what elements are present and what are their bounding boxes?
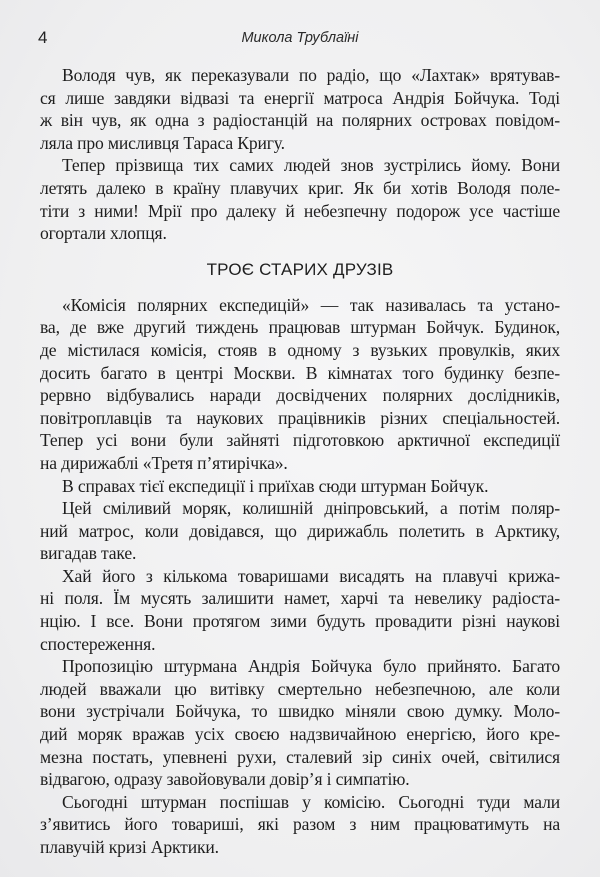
text-line: з’явитись його товариші, які разом з ним працюватимуть на	[40, 814, 560, 835]
text-line: Цей сміливий моряк, колишній дніпровський, а потім поляр-	[62, 498, 560, 519]
running-title: Микола Трублаїні	[241, 30, 359, 46]
text-line: ний матрос, коли довідався, що дирижабль полетить в Арктику,	[40, 520, 560, 541]
text-line: «Комісія полярних експедицій» — так називалась та устано-	[62, 294, 560, 315]
text-line: тіти з ними! Мрії про далеку й небезпечну подорож усе частіше	[40, 200, 560, 221]
text-line: вигадав таке.	[40, 543, 137, 564]
page-body	[40, 64, 560, 859]
text-line: Пропозицію штурмана Андрія Бойчука було прийнято. Багато	[62, 656, 560, 677]
text-line: відвагою, одразу завойовували довір’я і симпатію.	[40, 769, 410, 790]
text-line: рервно відбувались наради досвідчених полярних дослідників,	[40, 385, 560, 406]
text-line: Володя чув, як переказували по радіо, що «Лахтак» врятував-	[62, 65, 560, 85]
text-line: огортали хлопця.	[40, 223, 167, 244]
text-line: де містилася комісія, стояв в одному з вузьких провулків, яких	[40, 339, 560, 360]
text-line: летять далеко в країну плавучих криг. Як би хотів Володя поле-	[40, 177, 560, 198]
paragraph	[40, 64, 560, 154]
text-line: повітроплавців та наукових працівників різних спеціальностей.	[40, 407, 560, 428]
text-line: В справах тієї експедиції і приїхав сюди штурман Бойчук.	[62, 475, 489, 496]
text-line: Сьогодні штурман поспішав у комісію. Сьогодні туди мали	[62, 791, 560, 812]
page-header	[38, 28, 562, 50]
text-line: ляла про мисливця Тараса Кригу.	[40, 132, 285, 153]
page-number: 4	[38, 28, 48, 47]
text-line: мезна постать, упевнені рухи, сталевий зір синіх очей, світилися	[40, 746, 560, 767]
text-line: нцію. І все. Вони протягом зими будуть провадити різні наукові	[40, 611, 560, 632]
text-line: Тепер усі вони були зайняті підготовкою арктичної експедиції	[40, 430, 560, 451]
paragraph	[40, 791, 560, 859]
text-line: ні поля. Їм мусять залишити намет, харчі та невелику радіоста-	[40, 588, 560, 609]
paragraph	[40, 497, 560, 565]
text-line: Тепер прізвища тих самих людей знов зустрілись йому. Вони	[62, 155, 560, 176]
section-heading: ТРОЄ СТАРИХ ДРУЗІВ	[206, 259, 394, 279]
text-line: ва, де вже другий тиждень працював штурман Бойчук. Будинок,	[40, 317, 560, 338]
paragraph	[40, 475, 560, 498]
text-before-heading	[40, 64, 560, 245]
paragraph	[40, 294, 560, 475]
text-line: вони зустрічали Бойчука, то швидко міняли свою думку. Моло-	[40, 701, 560, 722]
text-line: плавучій кризі Арктики.	[40, 837, 219, 857]
paragraph	[40, 565, 560, 655]
text-line: спостереження.	[40, 633, 156, 654]
text-line: ж він чув, як одна з радіостанцій на полярних островах повідом-	[40, 110, 560, 131]
text-after-heading	[40, 294, 560, 859]
paragraph	[40, 655, 560, 791]
text-line: дий моряк вражав усіх своєю надзвичайною енергією, його кре-	[40, 724, 560, 745]
text-line: на дирижаблі «Третя п’ятирічка».	[40, 452, 288, 473]
paragraph	[40, 154, 560, 244]
text-line: досить багато в центрі Москви. В кімнатах того будинку безпе-	[40, 362, 560, 383]
text-line: людей вважали цю витівку смертельно небезпечною, але коли	[40, 678, 560, 699]
text-line: Хай його з кількома товаришами висадять на плавучі крижа-	[62, 565, 560, 586]
text-line: ся лише завдяки відвазі та енергії матроса Андрія Бойчука. Тоді	[40, 87, 560, 108]
